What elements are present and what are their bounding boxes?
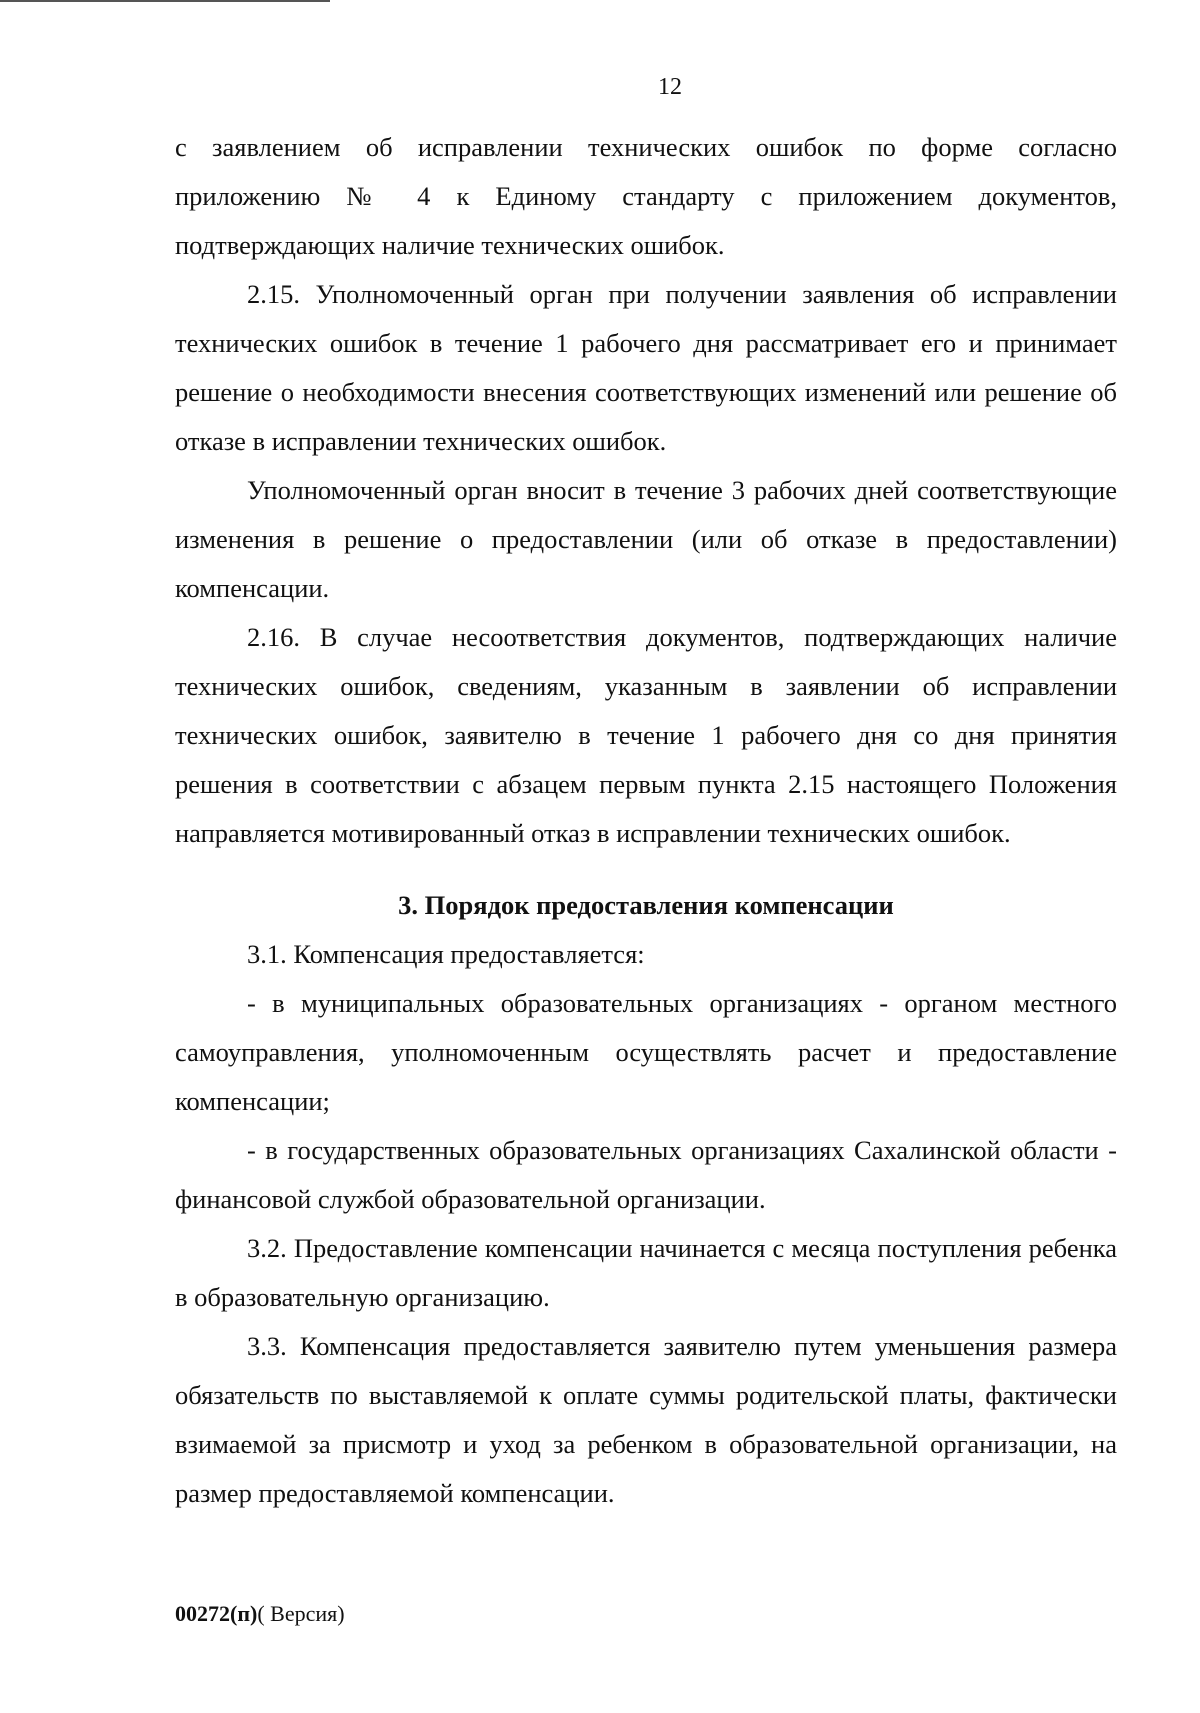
paragraph-2-15-second: Уполномоченный орган вносит в течение 3 рабочих дней соответствующие изменения в решение о предоставлении (или об отказе в предоставлении) компенсации.: [175, 475, 1117, 603]
paragraph-2-16: 2.16. В случае несоответствия документов, подтверждающих наличие технических ошибок, сведениям, указанным в заявлении об исправлении технических ошибок, заявителю в течение 1 рабочего дня со дня принятия решения в соответствии с абзацем первым пункта 2.15 настоящего Положения направляется мотивированный отказ в исправлении технических ошибок.: [175, 622, 1117, 848]
document-version: ( Версия): [257, 1601, 345, 1626]
paragraph-2-15: 2.15. Уполномоченный орган при получении заявления об исправлении технических ошибок в течение 1 рабочего дня рассматривает его и принимает решение о необходимости внесения соответствующих изменений или решение об отказе в исправлении технических ошибок.: [175, 279, 1117, 456]
paragraph-3-1-item-municipal: - в муниципальных образовательных организациях - органом местного самоуправления, уполномоченным осуществлять расчет и предоставление компенсации;: [175, 988, 1117, 1116]
paragraph-3-3: 3.3. Компенсация предоставляется заявителю путем уменьшения размера обязательств по выставляемой к оплате суммы родительской платы, фактически взимаемой за присмотр и уход за ребенком в образовательной организации, на размер предоставляемой компенсации.: [175, 1331, 1117, 1508]
paragraph-continuation: с заявлением об исправлении технических ошибок по форме согласно приложению № 4 к Единому стандарту с приложением документов, подтверждающих наличие технических ошибок.: [175, 132, 1117, 260]
section-heading: 3. Порядок предоставления компенсации: [398, 890, 894, 920]
document-footer: [175, 1601, 345, 1627]
top-edge-rule: [0, 0, 330, 2]
paragraph-3-1: 3.1. Компенсация предоставляется:: [247, 939, 645, 969]
paragraph-3-1-item-state: - в государственных образовательных организациях Сахалинской области - финансовой службой образовательной организации.: [175, 1135, 1117, 1214]
page-number: 12: [658, 74, 682, 100]
document-body: [175, 123, 1117, 1518]
document-code: 00272(п): [175, 1601, 258, 1626]
paragraph-3-2: 3.2. Предоставление компенсации начинается с месяца поступления ребенка в образовательную организацию.: [175, 1233, 1117, 1312]
